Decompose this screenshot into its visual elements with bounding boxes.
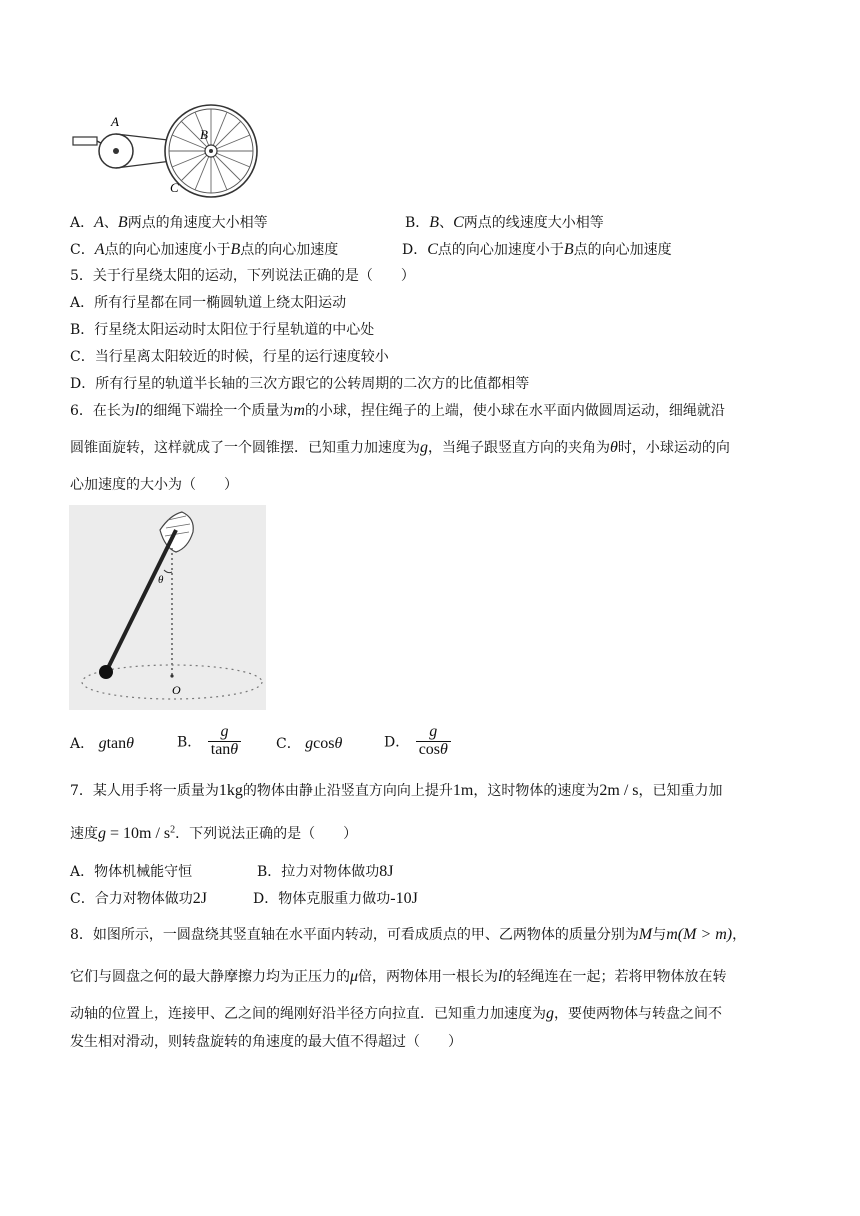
q4-option-a: A．A、B两点的角速度大小相等 [70, 214, 268, 231]
q6-option-b: B． $\frac{g}{\tan\theta}$ [177, 724, 243, 759]
q6-option-a: A． gtanθ [70, 735, 134, 752]
q7-stem-line1: 7．某人用手将一质量为1kg的物体由静止沿竖直方向向上提升1m，这时物体的速度为2m / s，已知重力加 [70, 782, 723, 799]
figure-label-b: B [200, 127, 208, 142]
figure-label-a: A [111, 114, 119, 129]
figure-label-theta: θ [158, 574, 164, 586]
q7-option-b: B．拉力对物体做功8J [257, 863, 394, 880]
q8-stem-line3: 动轴的位置上，连接甲、乙之间的绳刚好沿半径方向拉直．已知重力加速度为g，要使两物体与转盘之间不 [70, 1005, 722, 1022]
q6-option-c: C． gcosθ [276, 735, 343, 752]
q7-option-c: C．合力对物体做功2J [70, 890, 207, 907]
q5-option-a: A．所有行星都在同一椭圆轨道上绕太阳运动 [70, 295, 347, 311]
figure-label-c: C [170, 180, 179, 195]
q6-stem-line2: 圆锥面旋转，这样就成了一个圆锥摆．已知重力加速度为g，当绳子跟竖直方向的夹角为θ时，小球运动的向 [70, 439, 730, 456]
q8-stem-line2: 它们与圆盘之何的最大静摩擦力均为正压力的μ倍，两物体用一根长为l的轻绳连在一起；若将甲物体放在转 [70, 968, 727, 985]
q8-stem-line1: 8．如图所示，一圆盘绕其竖直轴在水平面内转动，可看成质点的甲、乙两物体的质量分别为M与m(M > m)， [70, 926, 747, 943]
q6-stem-line1: 6．在长为l的细绳下端拴一个质量为m的小球，捏住绳子的上端，使小球在水平面内做圆周运动，细绳就沿 [70, 402, 725, 419]
q8-stem-line4: 发生相对滑动，则转盘旋转的角速度的最大值不得超过（ ） [70, 1034, 462, 1050]
q6-option-d: D． $\frac{g}{\cos\theta}$ [384, 724, 453, 759]
q4-option-b: B．B、C两点的线速度大小相等 [405, 214, 604, 231]
q4-option-d: D．C点的向心加速度小于B点的向心加速度 [402, 241, 672, 258]
q5-option-b: B．行星绕太阳运动时太阳位于行星轨道的中心处 [70, 322, 375, 338]
q5-option-d: D．所有行星的轨道半长轴的三次方跟它的公转周期的二次方的比值都相等 [70, 376, 530, 392]
figure-label-o: O [172, 683, 181, 697]
q7-option-a: A．物体机械能守恒 [70, 864, 193, 880]
q7-stem-line2: 速度$g = 10m / s^2$．下列说法正确的是（ ） [70, 824, 358, 842]
q5-option-c: C．当行星离太阳较近的时候，行星的运行速度较小 [70, 349, 389, 365]
q4-option-c: C．A点的向心加速度小于B点的向心加速度 [70, 241, 339, 258]
q7-option-d: D．物体克服重力做功-10J [253, 890, 418, 907]
q6-stem-line3: 心加速度的大小为（ ） [70, 477, 238, 493]
q5-stem: 5．关于行星绕太阳的运动，下列说法正确的是（ ） [70, 268, 415, 284]
